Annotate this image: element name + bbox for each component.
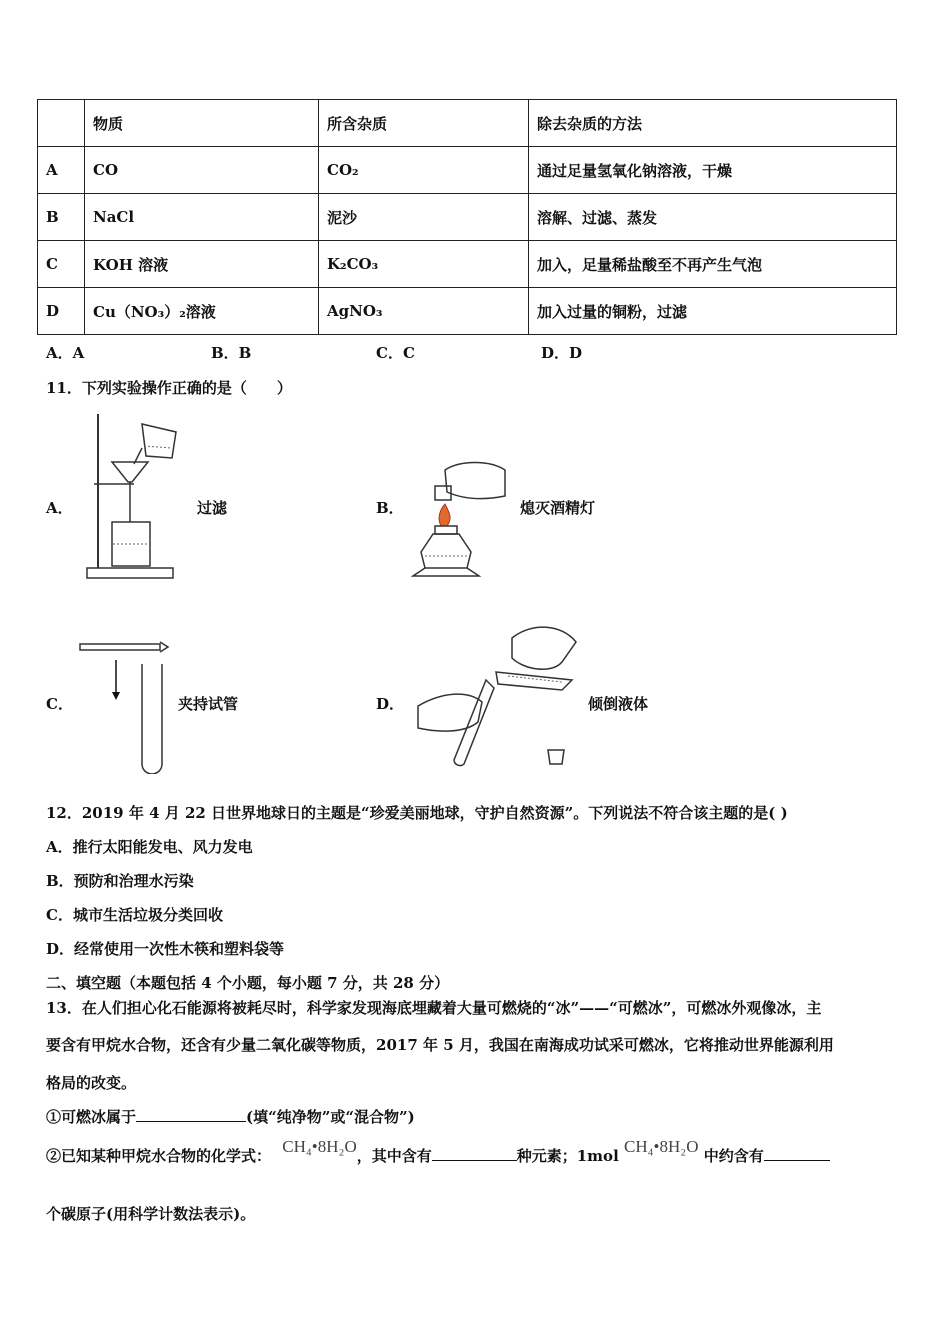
table-header-cell: 除去杂质的方法 xyxy=(529,100,897,147)
answer-blank-2[interactable] xyxy=(432,1145,517,1161)
method-cell: 溶解、过滤、蒸发 xyxy=(529,194,897,241)
substance-cell: NaCl xyxy=(85,194,319,241)
q13-part-1-prefix: ①可燃冰属于 xyxy=(46,1108,137,1126)
substance-cell: CO xyxy=(85,147,319,194)
table-row xyxy=(38,147,897,194)
row-label: B xyxy=(38,194,85,241)
q13-part-2-prefix: ②已知某种甲烷水合物的化学式： xyxy=(46,1147,272,1165)
q11-option-b-letter[interactable]: B． xyxy=(376,499,404,517)
pouring-liquid-figure xyxy=(412,618,582,776)
q12-option-c[interactable]: C．城市生活垃圾分类回收 xyxy=(46,906,223,924)
q13-part-2-mid3: 中约含有 xyxy=(703,1147,764,1165)
q11-option-c-letter[interactable]: C． xyxy=(46,695,73,713)
substance-cell: Cu（NO₃）₂溶液 xyxy=(85,288,319,335)
method-cell: 加入过量的铜粉，过滤 xyxy=(529,288,897,335)
q13-part-2 xyxy=(46,1137,830,1170)
section-heading: 二、填空题（本题包括 4 个小题，每小题 7 分，共 28 分） xyxy=(46,974,450,992)
method-cell: 加入，足量稀盐酸至不再产生气泡 xyxy=(529,241,897,288)
q11-option-a-caption: 过滤 xyxy=(197,499,228,517)
q10-option-a[interactable]: A．A xyxy=(46,344,85,362)
q11-stem: 11．下列实验操作正确的是（ ） xyxy=(46,379,292,397)
table-header-cell xyxy=(38,100,85,147)
chemical-formula: CH₄•8H₂O xyxy=(624,1137,699,1156)
q13-part-2-mid1: ，其中含有 xyxy=(356,1147,432,1165)
table-row xyxy=(38,194,897,241)
q12-option-a[interactable]: A．推行太阳能发电、风力发电 xyxy=(46,838,253,856)
q10-option-c[interactable]: C．C xyxy=(376,344,415,362)
table-row xyxy=(38,241,897,288)
impurity-cell: K₂CO₃ xyxy=(319,241,529,288)
answer-blank-3[interactable] xyxy=(764,1145,830,1161)
impurity-table xyxy=(37,99,897,335)
q10-option-b[interactable]: B．B xyxy=(211,344,252,362)
q13-line-1: 13．在人们担心化石能源将被耗尽时，科学家发现海底埋藏着大量可燃烧的“冰”——“可燃冰”，可燃冰外观像冰，主 xyxy=(46,999,822,1017)
q13-part-2-end: 个碳原子(用科学计数法表示)。 xyxy=(46,1205,256,1223)
q13-part-1-suffix: (填“纯净物”或“混合物”) xyxy=(246,1108,415,1126)
impurity-cell: AgNO₃ xyxy=(319,288,529,335)
q13-line-3: 格局的改变。 xyxy=(46,1074,137,1092)
row-label: C xyxy=(38,241,85,288)
impurity-cell: CO₂ xyxy=(319,147,529,194)
row-label: D xyxy=(38,288,85,335)
row-label: A xyxy=(38,147,85,194)
answer-blank-1[interactable] xyxy=(136,1106,246,1122)
q11-option-c-caption: 夹持试管 xyxy=(178,695,239,713)
table-header-row xyxy=(38,100,897,147)
table-header-cell: 所含杂质 xyxy=(319,100,529,147)
q12-option-b[interactable]: B．预防和治理水污染 xyxy=(46,872,194,890)
q12-stem: 12．2019 年 4 月 22 日世界地球日的主题是“珍爱美丽地球，守护自然资源”。下列说法不符合该主题的是( ) xyxy=(46,804,788,822)
impurity-cell: 泥沙 xyxy=(319,194,529,241)
q13-part-2-mid2: 种元素；1mol xyxy=(516,1147,619,1165)
q10-option-d[interactable]: D．D xyxy=(541,344,583,362)
substance-cell: KOH 溶液 xyxy=(85,241,319,288)
q11-option-b-caption: 熄灭酒精灯 xyxy=(520,499,596,517)
test-tube-holder-figure xyxy=(76,638,172,774)
q11-option-d-caption: 倾倒液体 xyxy=(588,695,649,713)
q11-option-a-letter[interactable]: A． xyxy=(46,499,73,517)
q13-line-2: 要含有甲烷水合物，还含有少量二氧化碳等物质，2017 年 5 月，我国在南海成功试采可燃冰，它将推动世界能源利用 xyxy=(46,1036,834,1054)
chemical-formula: CH₄•8H₂O xyxy=(282,1137,357,1156)
q12-option-d[interactable]: D．经常使用一次性木筷和塑料袋等 xyxy=(46,940,285,958)
table-header-cell: 物质 xyxy=(85,100,319,147)
alcohol-lamp-figure xyxy=(405,460,515,586)
q11-option-d-letter[interactable]: D． xyxy=(376,695,405,713)
q13-part-1 xyxy=(46,1106,415,1127)
table-row xyxy=(38,288,897,335)
method-cell: 通过足量氢氧化钠溶液，干燥 xyxy=(529,147,897,194)
filtration-apparatus-figure xyxy=(84,410,196,582)
